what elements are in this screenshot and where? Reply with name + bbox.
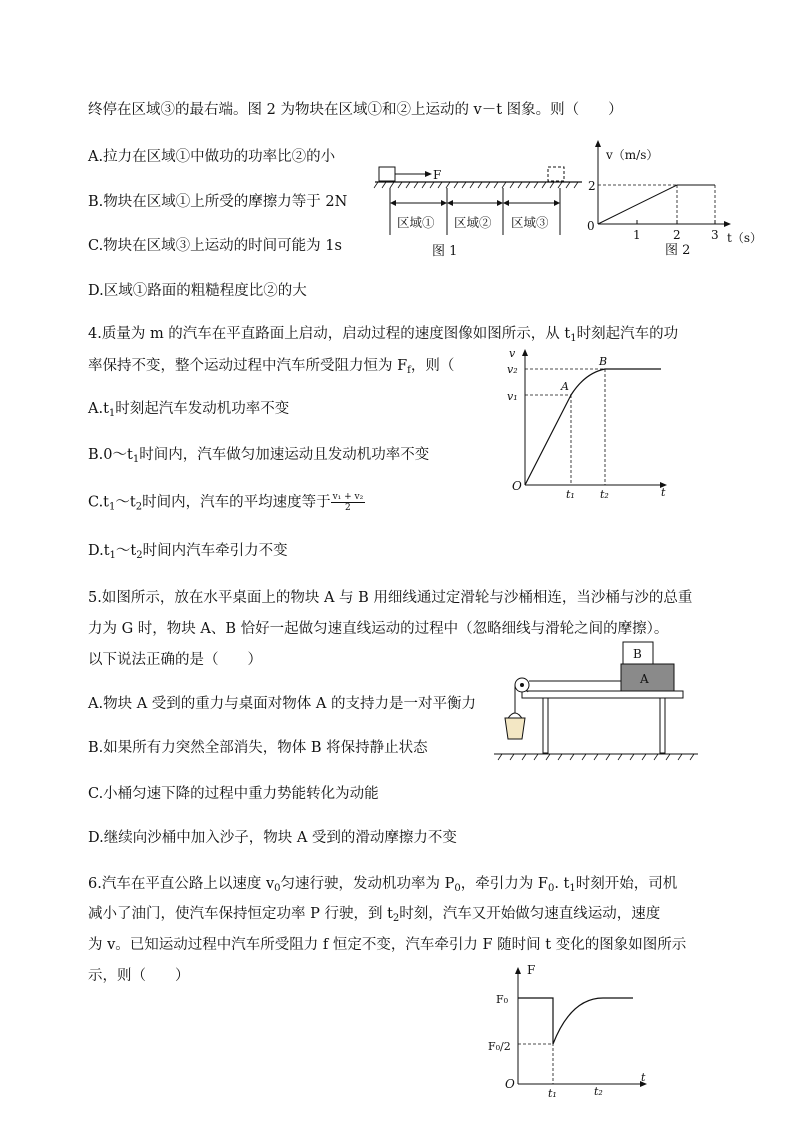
q4-vt-graph (505, 343, 685, 503)
q4-stem-sub: 1 (570, 333, 577, 344)
option-text: 时间内，汽车做匀加速运动且发动机功率不变 (139, 447, 430, 463)
point-b-label: B (599, 355, 608, 368)
q3-option-a[interactable]: A.拉力在区域①中做功的功率比②的小 (88, 149, 336, 165)
vt-curve (598, 185, 715, 224)
t-axis-label: t（s） (727, 231, 762, 245)
block-a-label: A (640, 672, 649, 686)
option-sub: 1 (109, 501, 116, 513)
option-sub: 2 (136, 550, 143, 561)
stem-text: 时刻，汽车又开始做匀速直线运动，速度 (399, 906, 661, 922)
q3-figure-1 (370, 160, 590, 260)
table-leg-right (660, 698, 665, 753)
stem-text: 6.汽车在平直公路上以速度 v (88, 876, 275, 892)
stem-sub: 0 (547, 883, 555, 894)
v-axis-label: v（m/s） (606, 148, 659, 162)
q4-stem-text: 率保持不变，整个运动过程中汽车所受阻力恒为 F (88, 358, 408, 374)
origin-label: O (512, 479, 522, 493)
q4-option-d[interactable] (88, 541, 288, 566)
origin-label: 0 (587, 219, 595, 233)
option-sub: 1 (132, 454, 140, 465)
q6-stem-line-4: 示，则（ ） (88, 968, 190, 984)
stem-sub: 0 (454, 883, 461, 894)
q6-ft-graph (483, 960, 658, 1100)
q4-stem-text: 4.质量为 m 的汽车在平直路面上启动，启动过程的速度图像如图所示，从 t (88, 326, 571, 342)
q3-option-c[interactable]: C.物块在区域③上运动的时间可能为 1s (88, 238, 342, 254)
option-text: 时间内，汽车的平均速度等于 (142, 494, 331, 511)
stem-text: 时刻开始，司机 (575, 876, 678, 892)
option-sub: 1 (109, 550, 116, 561)
stem-sub: 0 (274, 883, 281, 894)
q4-option-b[interactable] (88, 445, 429, 470)
q5-pulley-diagram (492, 638, 702, 763)
ft-curve (518, 998, 633, 1044)
fraction-denominator: 2 (345, 503, 351, 513)
q3-option-d[interactable]: D.区域①路面的粗糙程度比②的大 (88, 283, 307, 299)
zone-1-label: 区域① (397, 215, 435, 230)
q3-option-b[interactable]: B.物块在区域①上所受的摩擦力等于 2N (88, 194, 348, 210)
q4-option-a[interactable] (88, 399, 289, 424)
v2-label: v₂ (507, 363, 518, 376)
block-b-label: B (633, 647, 642, 661)
q5-stem-line-3: 以下说法正确的是（ ） (88, 652, 262, 668)
q5-option-c[interactable]: C.小桶匀速下降的过程中重力势能转化为动能 (88, 786, 379, 802)
x-tick-1: 1 (633, 228, 641, 242)
q4-stem-text: 时刻起汽车的功 (576, 326, 679, 342)
q5-stem-line-1: 5.如图所示，放在水平桌面上的物块 A 与 B 用细线通过定滑轮与沙桶相连，当沙桶与沙的总重 (88, 590, 693, 606)
f0-label: F₀ (496, 993, 509, 1006)
option-text: ～t (115, 494, 136, 511)
average-velocity-fraction (331, 492, 366, 513)
option-text: 时间内汽车牵引力不变 (142, 543, 288, 559)
q5-stem-line-2: 力为 G 时，物块 A、B 恰好一起做匀速直线运动的过程中（忽略细线与滑轮之间的摩擦）。 (88, 621, 669, 637)
t1-label: t₁ (548, 1087, 557, 1100)
stem-text: 匀速行驶，发动机功率为 P (280, 876, 455, 892)
q5-option-a[interactable]: A.物块 A 受到的重力与桌面对物体 A 的支持力是一对平衡力 (88, 696, 476, 712)
option-sub: 1 (108, 408, 116, 419)
x-tick-2: 2 (673, 228, 681, 242)
q4-stem-sub: f (407, 365, 411, 376)
block (379, 167, 395, 181)
t1-label: t₁ (566, 488, 575, 501)
option-text: B.0～t (88, 447, 133, 463)
zone-3-label: 区域③ (511, 215, 549, 230)
q4-stem-line-2 (88, 356, 454, 381)
x-tick-3: 3 (711, 228, 719, 242)
point-a-label: A (561, 380, 569, 393)
figure-2-caption: 图 2 (665, 243, 691, 258)
t-axis-label: t (641, 1071, 646, 1084)
option-text: ～t (115, 543, 137, 559)
y-tick-2: 2 (588, 179, 596, 193)
t2-label: t₂ (600, 488, 609, 501)
final-block (548, 167, 564, 181)
vt-curve (525, 369, 661, 485)
q5-option-b[interactable]: B.如果所有力突然全部消失，物体 B 将保持静止状态 (88, 740, 428, 756)
figure-1-caption: 图 1 (432, 244, 458, 259)
option-text: A.t (88, 401, 109, 417)
q6-stem-line-1 (88, 874, 677, 899)
option-text: C.t (88, 494, 110, 511)
f0-half-label: F₀/2 (488, 1040, 511, 1053)
stem-text: . t (554, 876, 570, 892)
q5-option-d[interactable]: D.继续向沙桶中加入沙子，物块 A 受到的滑动摩擦力不变 (88, 830, 457, 846)
option-text: 时刻起汽车发动机功率不变 (115, 401, 290, 417)
stem-text: 减小了油门，使汽车保持恒定功率 P 行驶，到 t (88, 906, 393, 922)
stem-sub: 2 (392, 913, 400, 924)
stem-sub: 1 (569, 883, 576, 894)
table-top (522, 691, 683, 698)
origin-label: O (505, 1077, 515, 1091)
f-axis-label: F (527, 963, 536, 977)
q4-option-c[interactable] (88, 492, 365, 518)
option-sub: 2 (135, 501, 143, 513)
q3-tail: 终停在区域③的最右端。图 2 为物块在区域①和②上运动的 v－t 图象。则（ ） (88, 102, 623, 118)
t-axis-label: t (661, 486, 666, 499)
q3-figure-2 (585, 140, 785, 260)
fraction-numerator: v₁ + v₂ (332, 492, 364, 502)
v-axis-label: v (509, 347, 516, 360)
zone-2-label: 区域② (454, 215, 492, 230)
q6-stem-line-2 (88, 904, 660, 929)
q6-stem-line-3: 为 v。已知运动过程中汽车所受阻力 f 恒定不变，汽车牵引力 F 随时间 t 变化的图象如图所示 (88, 937, 687, 953)
force-label: F (433, 168, 442, 182)
sand-bucket (505, 718, 525, 739)
v1-label: v₁ (507, 390, 518, 403)
table-leg-left (543, 698, 548, 753)
stem-text: ，牵引力为 F (460, 876, 548, 892)
q4-stem-text: ，则（ (410, 358, 455, 374)
t2-label: t₂ (594, 1085, 603, 1098)
option-text: D.t (88, 543, 110, 559)
